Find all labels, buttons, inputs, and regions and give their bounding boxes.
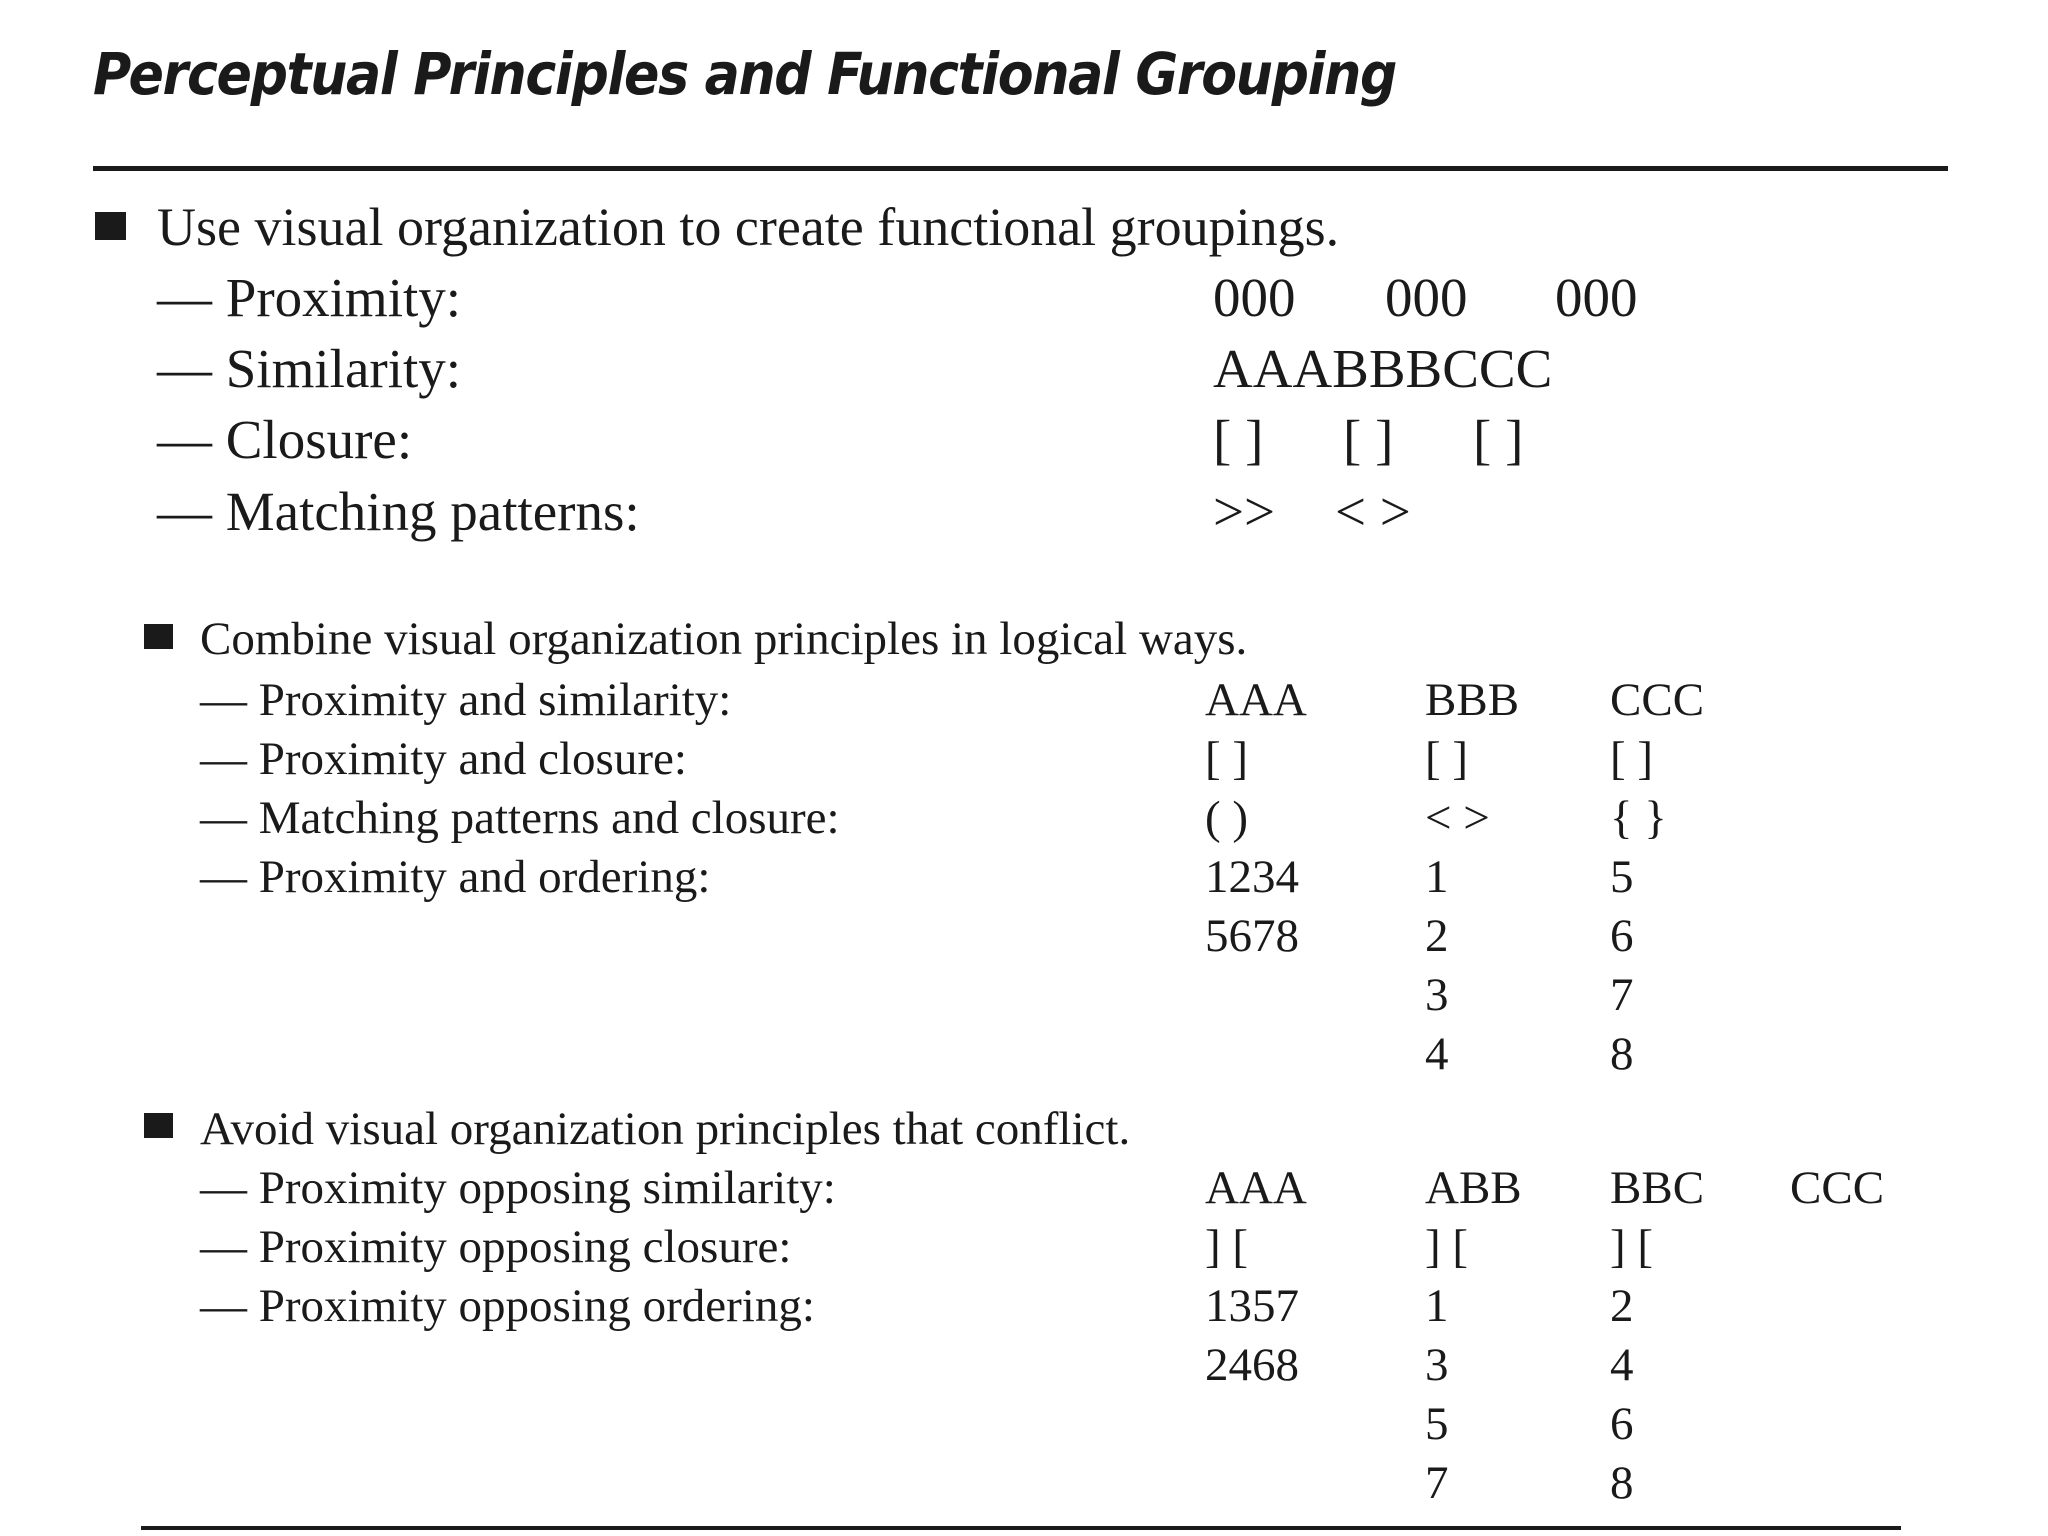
example-text: 5 xyxy=(1425,1398,1449,1450)
example-text: ] [ xyxy=(1610,1221,1654,1273)
example-text: 3 xyxy=(1425,1339,1449,1391)
example-text: BBC xyxy=(1610,1162,1705,1214)
example-text: 8 xyxy=(1610,1457,1634,1509)
example-text: BBB xyxy=(1425,674,1520,726)
bullet-square-icon xyxy=(144,1113,173,1138)
example-text: >> xyxy=(1213,481,1276,542)
example-text: ] [ xyxy=(1425,1221,1469,1273)
example-text: CCC xyxy=(1790,1162,1885,1214)
example-text: 1234 xyxy=(1205,851,1299,903)
principle-label: — Matching patterns and closure: xyxy=(200,792,840,844)
example-text: [ ] xyxy=(1205,733,1249,785)
section-heading: Use visual organization to create functional groupings. xyxy=(157,197,1340,257)
principle-label: — Proximity: xyxy=(157,267,462,328)
example-text: 2 xyxy=(1610,1280,1634,1332)
example-text: 6 xyxy=(1610,1398,1634,1450)
example-text: 6 xyxy=(1610,910,1634,962)
example-text: 1 xyxy=(1425,851,1449,903)
section-heading: Combine visual organization principles in logical ways. xyxy=(200,613,1248,665)
example-text: { } xyxy=(1610,792,1667,844)
example-text: 1357 xyxy=(1205,1280,1299,1332)
example-text: [ ] xyxy=(1343,409,1394,470)
bottom-divider xyxy=(141,1526,1901,1530)
principle-label: — Proximity opposing closure: xyxy=(200,1221,792,1273)
example-text: 7 xyxy=(1610,969,1634,1021)
example-text: [ ] xyxy=(1473,409,1524,470)
principle-label: — Matching patterns: xyxy=(157,481,640,542)
principle-label: — Proximity and similarity: xyxy=(200,674,732,726)
principle-label: — Similarity: xyxy=(157,338,462,399)
example-text: AAABBBCCC xyxy=(1213,338,1553,399)
example-text: CCC xyxy=(1610,674,1705,726)
example-text: 2468 xyxy=(1205,1339,1299,1391)
example-text: 1 xyxy=(1425,1280,1449,1332)
example-text: 4 xyxy=(1610,1339,1634,1391)
principle-label: — Proximity and ordering: xyxy=(200,851,711,903)
example-text: AAA xyxy=(1205,674,1307,726)
example-text: < > xyxy=(1425,792,1490,844)
example-text: 000 xyxy=(1385,267,1468,328)
example-text: [ ] xyxy=(1610,733,1654,785)
example-text: 7 xyxy=(1425,1457,1449,1509)
principle-label: — Proximity and closure: xyxy=(200,733,687,785)
example-text: 2 xyxy=(1425,910,1449,962)
principle-label: — Closure: xyxy=(157,409,413,470)
principle-label: — Proximity opposing ordering: xyxy=(200,1280,815,1332)
example-text: [ ] xyxy=(1425,733,1469,785)
example-text: 000 xyxy=(1555,267,1638,328)
example-text: ( ) xyxy=(1205,792,1249,844)
example-text: 5 xyxy=(1610,851,1634,903)
bullet-square-icon xyxy=(95,212,126,240)
page-title: Perceptual Principles and Functional Grouping xyxy=(93,40,1396,108)
example-text: ABB xyxy=(1425,1162,1522,1214)
example-text: 4 xyxy=(1425,1028,1449,1080)
example-text: [ ] xyxy=(1213,409,1264,470)
example-text: 3 xyxy=(1425,969,1449,1021)
title-divider xyxy=(93,166,1948,171)
example-text: 000 xyxy=(1213,267,1296,328)
example-text: 5678 xyxy=(1205,910,1299,962)
principle-label: — Proximity opposing similarity: xyxy=(200,1162,836,1214)
section-heading: Avoid visual organization principles that conflict. xyxy=(200,1103,1131,1155)
example-text: < > xyxy=(1335,481,1411,542)
example-text: ] [ xyxy=(1205,1221,1249,1273)
bullet-square-icon xyxy=(144,624,173,649)
example-text: 8 xyxy=(1610,1028,1634,1080)
example-text: AAA xyxy=(1205,1162,1307,1214)
